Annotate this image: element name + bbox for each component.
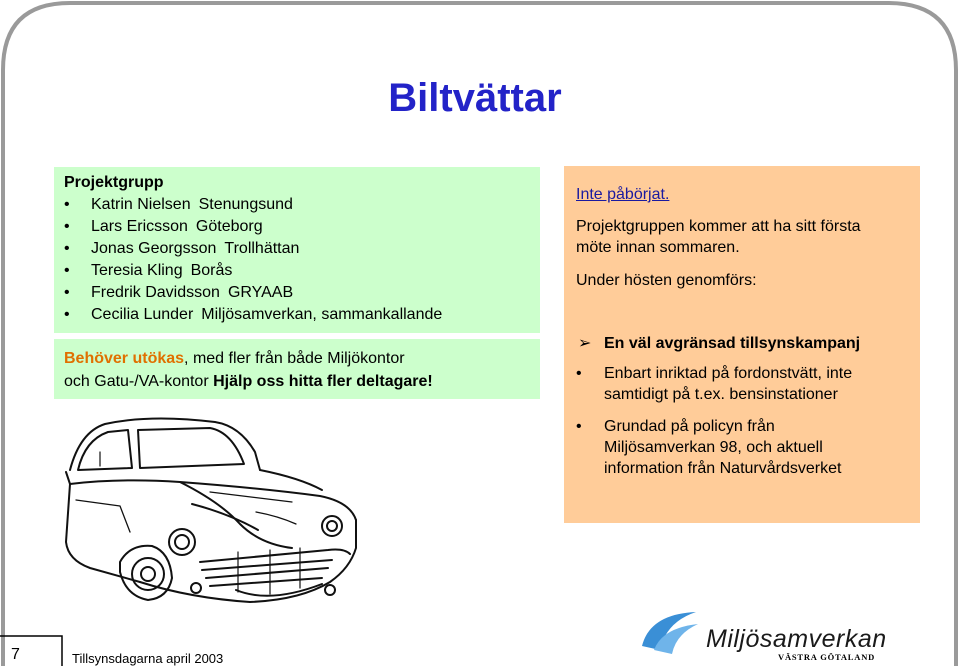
status-bullet-1-line-2: samtidigt på t.ex. bensinstationer <box>604 386 838 403</box>
arrow-bullet-icon: ➢ <box>578 335 592 352</box>
bullet-icon: • <box>576 418 582 435</box>
status-bullet-1-line-1: Enbart inriktad på fordonstvätt, inte <box>604 365 853 382</box>
status-bullet-2-line-2: Miljösamverkan 98, och aktuell <box>604 439 823 456</box>
help-call: Hjälp oss hitta fler deltagare! <box>213 373 433 390</box>
need-line-1: Behöver utökas, med fler från både Miljökontor <box>64 350 405 367</box>
status-line-1: Projektgruppen kommer att ha sitt första <box>576 218 861 235</box>
status-line-3: Under hösten genomförs: <box>576 272 757 289</box>
status-bullet-2-line-3: information från Naturvårdsverket <box>604 460 842 477</box>
logo-region: VÄSTRA GÖTALAND <box>778 652 876 662</box>
project-group-heading: Projektgrupp <box>64 174 164 191</box>
bullet-icon: • <box>576 365 582 382</box>
status-heading: Inte påbörjat. <box>576 186 670 203</box>
main-point: En väl avgränsad tillsynskampanj <box>604 335 861 352</box>
status-bullet-2-line-1: Grundad på policyn från <box>604 418 775 435</box>
need-line-2: och Gatu-/VA-kontor Hjälp oss hitta fler deltagare! <box>64 373 433 390</box>
miljosamverkan-logo-icon <box>636 606 708 658</box>
slide-title: Biltvättar <box>388 76 562 120</box>
need-highlight: Behöver utökas <box>64 350 185 367</box>
car-illustration <box>60 412 360 617</box>
footer-text: Tillsynsdagarna april 2003 <box>72 651 224 666</box>
status-line-2: möte innan sommaren. <box>576 239 740 256</box>
page-number: 7 <box>11 646 20 663</box>
logo-name: Miljösamverkan <box>706 625 887 653</box>
